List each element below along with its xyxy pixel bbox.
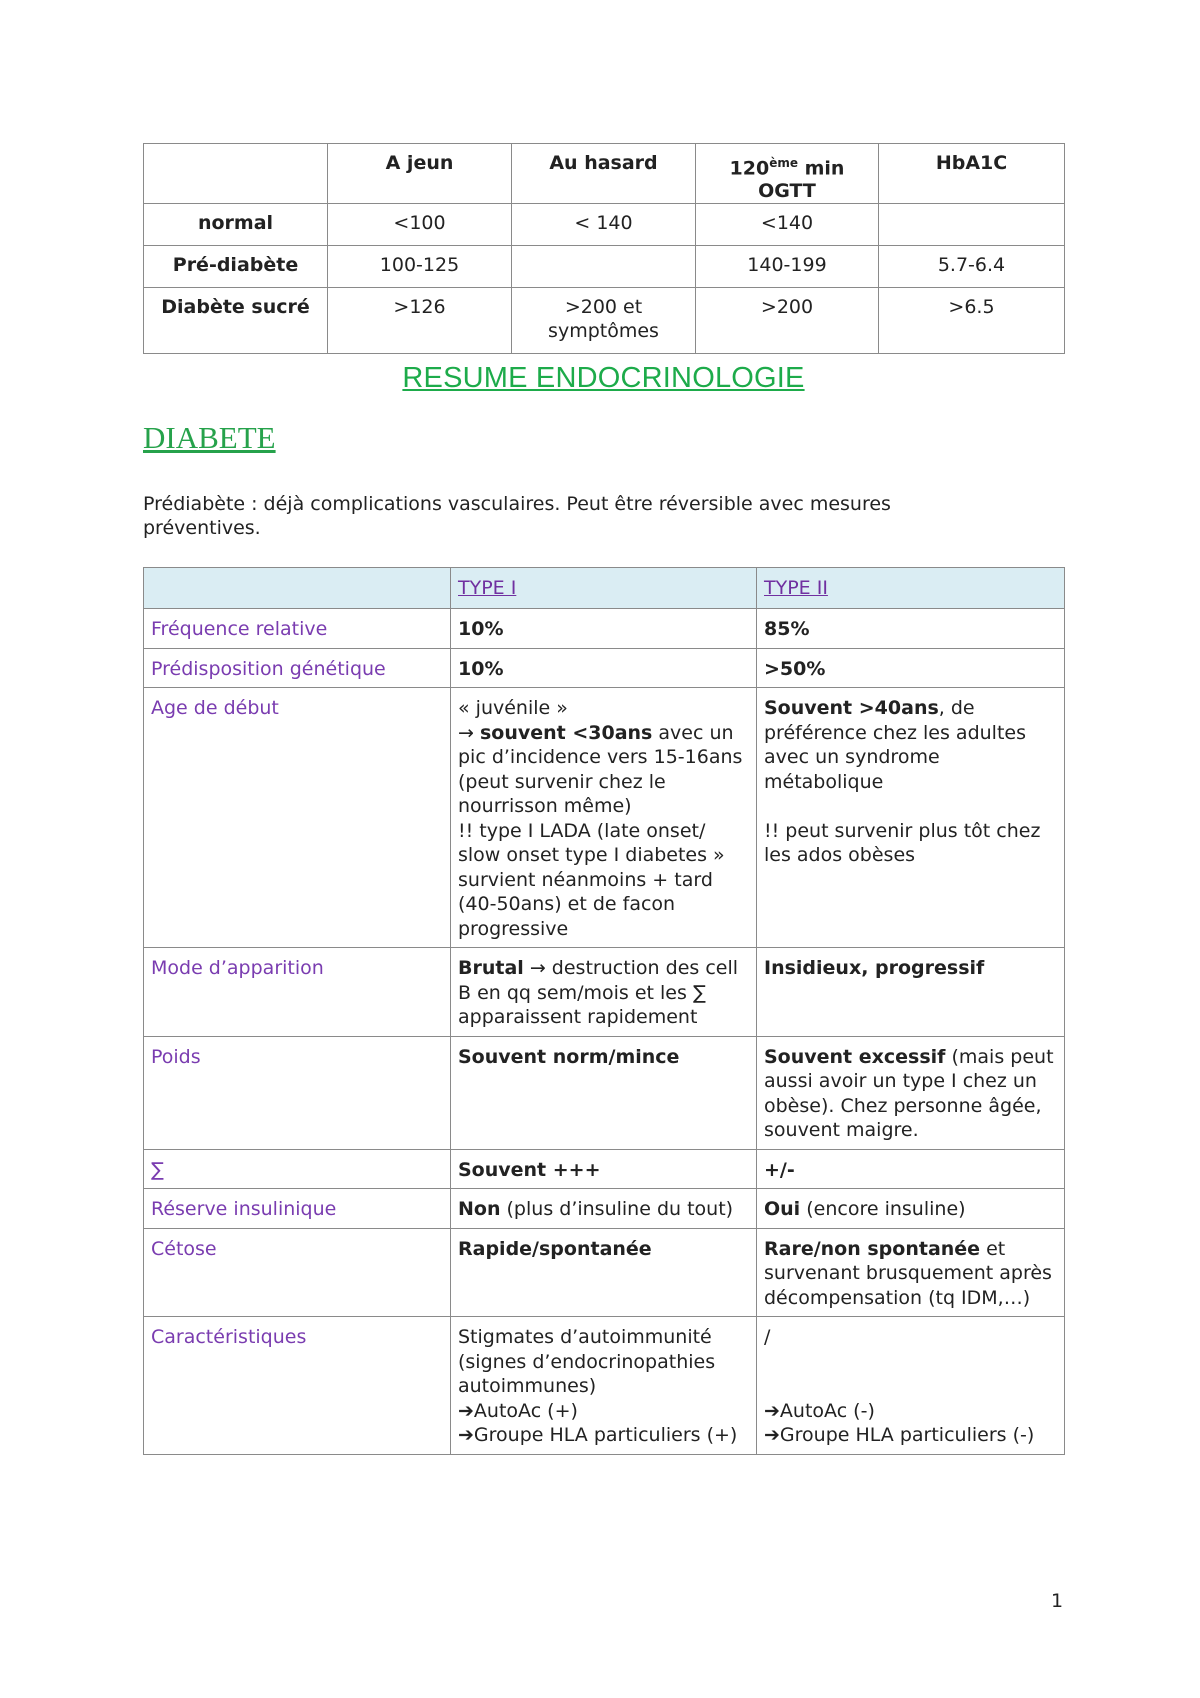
table-row bbox=[144, 246, 1065, 288]
header-ogtt: 120ème min OGTT bbox=[696, 144, 879, 204]
cell-type-2: 85% bbox=[757, 609, 1065, 649]
cell-type-1: Stigmates d’autoimmunité (signes d’endocrinopathies autoimmunes) ➔AutoAc (+) ➔Groupe HLA particuliers (+) bbox=[451, 1317, 757, 1455]
header-type-1: TYPE I bbox=[451, 568, 757, 609]
table-row bbox=[144, 1149, 1065, 1189]
cell-type-1: Souvent norm/mince bbox=[451, 1036, 757, 1149]
cell-type-1: Rapide/spontanée bbox=[451, 1228, 757, 1317]
cell-hasard bbox=[512, 246, 696, 288]
row-label: ∑ bbox=[144, 1149, 451, 1189]
table-row bbox=[144, 948, 1065, 1037]
cell-hba1c bbox=[879, 204, 1065, 246]
header-hba1c: HbA1C bbox=[879, 144, 1065, 204]
table-row bbox=[144, 1036, 1065, 1149]
row-label: Cétose bbox=[144, 1228, 451, 1317]
cell-type-2: / ➔AutoAc (-) ➔Groupe HLA particuliers (-) bbox=[757, 1317, 1065, 1455]
cell-hba1c: 5.7-6.4 bbox=[879, 246, 1065, 288]
row-label: Mode d’apparition bbox=[144, 948, 451, 1037]
cell-type-2: Rare/non spontanée et survenant brusquement après décompensation (tq IDM,…) bbox=[757, 1228, 1065, 1317]
row-label: Age de début bbox=[144, 688, 451, 948]
table-row bbox=[144, 204, 1065, 246]
header-empty bbox=[144, 568, 451, 609]
cell-type-1: « juvénile » → souvent <30ans avec un pic d’incidence vers 15-16ans (peut survenir chez le nourrisson même) !! type I LADA (late onset/ slow onset type I diabetes » survient néanmoins + tard (40-50ans) et de facon progressive bbox=[451, 688, 757, 948]
row-label: Caractéristiques bbox=[144, 1317, 451, 1455]
table-row bbox=[144, 288, 1065, 354]
table-row bbox=[144, 688, 1065, 948]
cell-ogtt: 140-199 bbox=[696, 246, 879, 288]
diabetes-type-comparison-table bbox=[143, 567, 1065, 1455]
section-heading: DIABETE bbox=[143, 420, 276, 455]
cell-type-2: Insidieux, progressif bbox=[757, 948, 1065, 1037]
arrow-right-icon: → bbox=[529, 957, 546, 979]
header-au-hasard: Au hasard bbox=[512, 144, 696, 204]
row-label: normal bbox=[144, 204, 328, 246]
table-row bbox=[144, 1317, 1065, 1455]
row-label: Pré-diabète bbox=[144, 246, 328, 288]
header-a-jeun: A jeun bbox=[328, 144, 512, 204]
table-row bbox=[144, 1189, 1065, 1229]
document-title: RESUME ENDOCRINOLOGIE bbox=[402, 362, 805, 394]
cell-a-jeun: >126 bbox=[328, 288, 512, 354]
page-number: 1 bbox=[1051, 1590, 1064, 1612]
cell-ogtt: >200 bbox=[696, 288, 879, 354]
table-row bbox=[144, 1228, 1065, 1317]
cell-type-1: Souvent +++ bbox=[451, 1149, 757, 1189]
cell-type-2: >50% bbox=[757, 648, 1065, 688]
row-label: Prédisposition génétique bbox=[144, 648, 451, 688]
header-type-2: TYPE II bbox=[757, 568, 1065, 609]
cell-hasard: < 140 bbox=[512, 204, 696, 246]
cell-type-2: Oui (encore insuline) bbox=[757, 1189, 1065, 1229]
cell-type-1: 10% bbox=[451, 609, 757, 649]
cell-type-2: Souvent excessif (mais peut aussi avoir un type I chez un obèse). Chez personne âgée, souvent maigre. bbox=[757, 1036, 1065, 1149]
cell-a-jeun: <100 bbox=[328, 204, 512, 246]
row-label: Réserve insulinique bbox=[144, 1189, 451, 1229]
table-row bbox=[144, 648, 1065, 688]
table-header-row bbox=[144, 568, 1065, 609]
cell-a-jeun: 100-125 bbox=[328, 246, 512, 288]
cell-hasard: >200 et symptômes bbox=[512, 288, 696, 354]
cell-ogtt: <140 bbox=[696, 204, 879, 246]
row-label: Fréquence relative bbox=[144, 609, 451, 649]
cell-type-2: Souvent >40ans, de préférence chez les adultes avec un syndrome métabolique !! peut survenir plus tôt chez les ados obèses bbox=[757, 688, 1065, 948]
cell-type-1: Brutal → destruction des cell B en qq sem/mois et les ∑ apparaissent rapidement bbox=[451, 948, 757, 1037]
intro-paragraph: Prédiabète : déjà complications vasculaires. Peut être réversible avec mesures préventives. bbox=[143, 493, 891, 539]
cell-hba1c: >6.5 bbox=[879, 288, 1065, 354]
cell-type-2: +/- bbox=[757, 1149, 1065, 1189]
cell-type-1: Non (plus d’insuline du tout) bbox=[451, 1189, 757, 1229]
glycemia-criteria-table bbox=[143, 143, 1065, 354]
table-row bbox=[144, 609, 1065, 649]
row-label: Poids bbox=[144, 1036, 451, 1149]
row-label: Diabète sucré bbox=[144, 288, 328, 354]
table-header-row bbox=[144, 144, 1065, 204]
arrow-right-icon: → bbox=[458, 721, 474, 744]
cell-type-1: 10% bbox=[451, 648, 757, 688]
header-empty bbox=[144, 144, 328, 204]
